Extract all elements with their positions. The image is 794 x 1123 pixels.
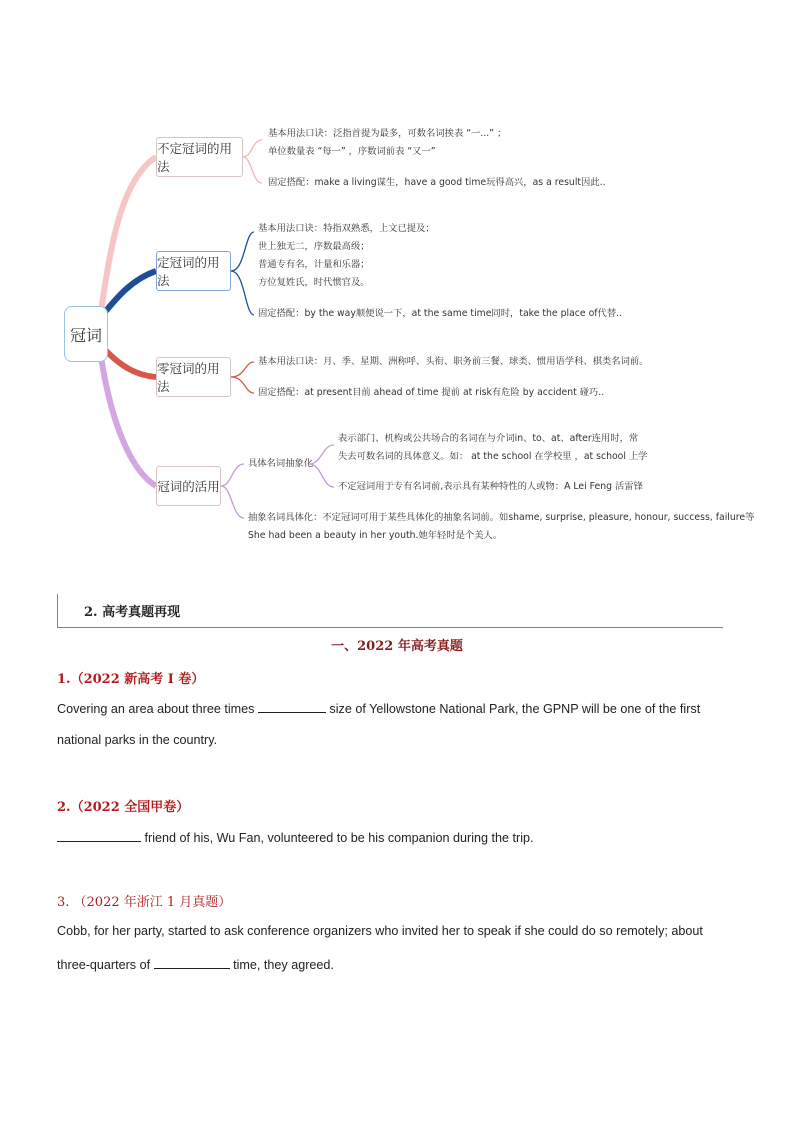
question-1-line-1 [57,700,700,716]
question-text: friend of his, Wu Fan, volunteered to be his companion during the trip. [141,831,534,845]
section-divider [57,627,723,628]
answer-blank [57,829,141,842]
section-subtitle: 一、2022 年高考真题 [331,639,463,654]
branch-definite-article: 定冠词的用法 [156,251,231,291]
section-title: 2. 高考真题再现 [84,605,181,620]
mindmap-text: 固定搭配：make a living谋生，have a good time玩得高兴，as a result因此.. [268,177,606,188]
question-text: size of Yellowstone National Park, the GPNP will be one of the first [325,702,701,716]
question-2-head: 2.（2022 全国甲卷） [57,800,190,815]
answer-blank [258,700,326,713]
mindmap-text: 单位数量表 “每一” ，序数词前表 “又一” [268,146,436,157]
mindmap-text: 表示部门、机构或公共场合的名词在与介词in、to、at、after连用时，常 [338,433,639,444]
question-3-line-2 [57,956,334,972]
mindmap-text: 抽象名词具体化：不定冠词可用于某些具体化的抽象名词前。如shame, surprise, pleasure, honour, success, failure等 [248,512,755,523]
mindmap-text: 不定冠词用于专有名词前,表示具有某种特性的人或物：A Lei Feng 活雷锋 [338,481,643,492]
mindmap-text: She had been a beauty in her youth.她年轻时是个美人。 [248,530,503,541]
mindmap-text: 普通专有名，计量和乐器； [258,259,370,270]
answer-blank [154,956,230,969]
mindmap-sub-label: 具体名词抽象化 [248,458,314,469]
question-1-line-2: national parks in the country. [57,733,218,747]
mindmap-text: 方位复姓氏，时代惯官及。 [258,277,370,288]
mindmap-text: 固定搭配：by the way顺便说一下，at the same time同时，take the place of代替.. [258,308,623,319]
question-1-head: 1.（2022 新高考 I 卷） [57,672,205,687]
question-text: time, they agreed. [229,958,334,972]
section-left-bar [57,594,58,628]
question-text: Covering an area about three times [57,702,258,716]
question-text: three-quarters of [57,958,154,972]
mindmap-root-node: 冠词 [64,306,108,362]
branch-zero-article: 零冠词的用法 [156,357,231,397]
mindmap-text: 固定搭配：at present目前 ahead of time 提前 at risk有危险 by accident 碰巧.. [258,387,605,398]
mindmap-text: 基本用法口诀：特指双熟悉，上文已提及； [258,223,435,234]
branch-flexible-article: 冠词的活用 [156,466,221,506]
mindmap-text: 基本用法口诀：泛指首提为最多，可数名词挨表 “一...” ； [268,128,507,139]
question-2-line-1 [57,829,534,845]
mindmap-text: 基本用法口诀：月、季、星期、洲称呼、头衔、职务前三餐、球类、惯用语学科、棋类名词前。 [258,356,649,367]
mindmap-text: 世上独无二，序数最高级； [258,241,370,252]
mindmap-text: 失去可数名词的具体意义。如： at the school 在学校里 ，at school 上学 [338,451,648,462]
branch-indefinite-article: 不定冠词的用法 [156,137,243,177]
question-3-line-1: Cobb, for her party, started to ask conference organizers who invited her to speak if she could do so remotely; about [57,924,703,938]
question-3-head: 3. （2022 年浙江 1 月真题） [57,895,232,910]
